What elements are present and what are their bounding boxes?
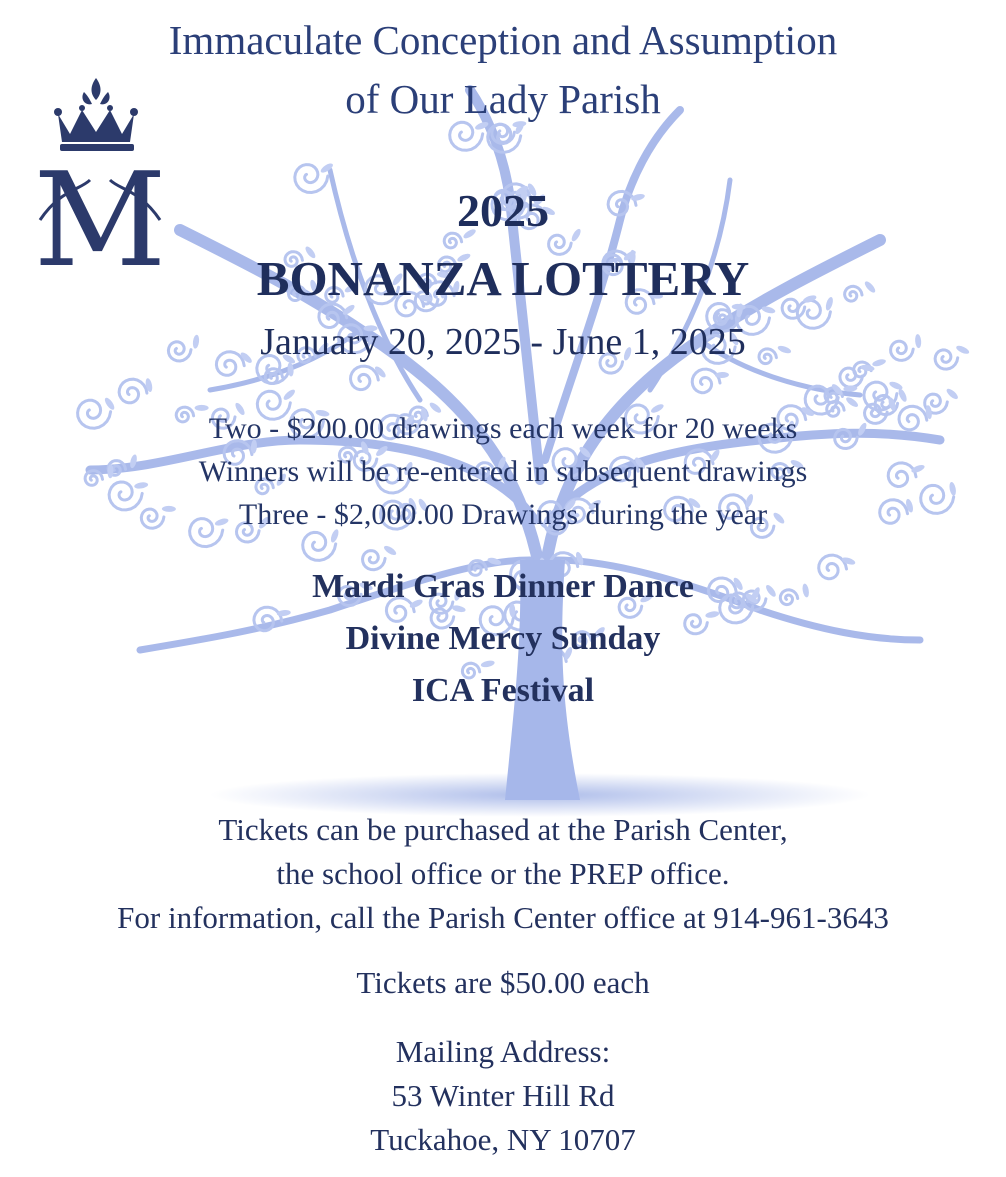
tree-curl bbox=[119, 379, 147, 403]
tree-leaf bbox=[841, 556, 856, 566]
tree-curl bbox=[351, 366, 379, 390]
tree-leaf bbox=[282, 388, 297, 402]
parish-name-line2: of Our Lady Parish bbox=[345, 76, 661, 122]
tree-leaf bbox=[845, 396, 860, 409]
mailing-street: 53 Winter Hill Rd bbox=[391, 1078, 615, 1113]
tree-leaf bbox=[383, 544, 398, 557]
tickets-info-phone: For information, call the Parish Center office at 914-961-3643 bbox=[117, 900, 889, 935]
tree-leaf bbox=[945, 387, 960, 401]
prize-line-weekly: Two - $200.00 drawings each week for 20 weeks bbox=[208, 412, 798, 445]
tickets-purchase-line1: Tickets can be purchased at the Parish Center, bbox=[218, 812, 788, 847]
tree-leaf bbox=[480, 660, 495, 669]
event-mardi-gras: Mardi Gras Dinner Dance bbox=[312, 568, 694, 605]
tree-curl bbox=[303, 532, 336, 560]
tickets-price: Tickets are $50.00 each bbox=[356, 965, 650, 1000]
mailing-label: Mailing Address: bbox=[395, 1034, 611, 1069]
tree-curl bbox=[692, 369, 720, 393]
prize-line-reentry: Winners will be re-entered in subsequent drawings bbox=[198, 455, 808, 488]
event-ica-festival: ICA Festival bbox=[411, 672, 595, 709]
tree-curl bbox=[363, 551, 386, 570]
event-divine-mercy: Divine Mercy Sunday bbox=[345, 620, 661, 657]
lottery-title: BONANZA LOTTERY bbox=[256, 251, 750, 306]
lottery-dates: January 20, 2025 - June 1, 2025 bbox=[260, 321, 746, 363]
tickets-purchase-line2: the school office or the PREP office. bbox=[276, 856, 730, 891]
prize-line-grand: Three - $2,000.00 Drawings during the year bbox=[238, 498, 768, 531]
mailing-city: Tuckahoe, NY 10707 bbox=[370, 1122, 636, 1157]
parish-name-line1: Immaculate Conception and Assumption bbox=[168, 17, 838, 63]
svg-text:M: M bbox=[33, 144, 167, 280]
tree-leaf bbox=[103, 396, 116, 411]
tree-leaf bbox=[897, 388, 908, 403]
lottery-year: 2025 bbox=[457, 185, 549, 236]
tree-leaf bbox=[195, 405, 209, 411]
tree-leaf bbox=[705, 610, 720, 619]
